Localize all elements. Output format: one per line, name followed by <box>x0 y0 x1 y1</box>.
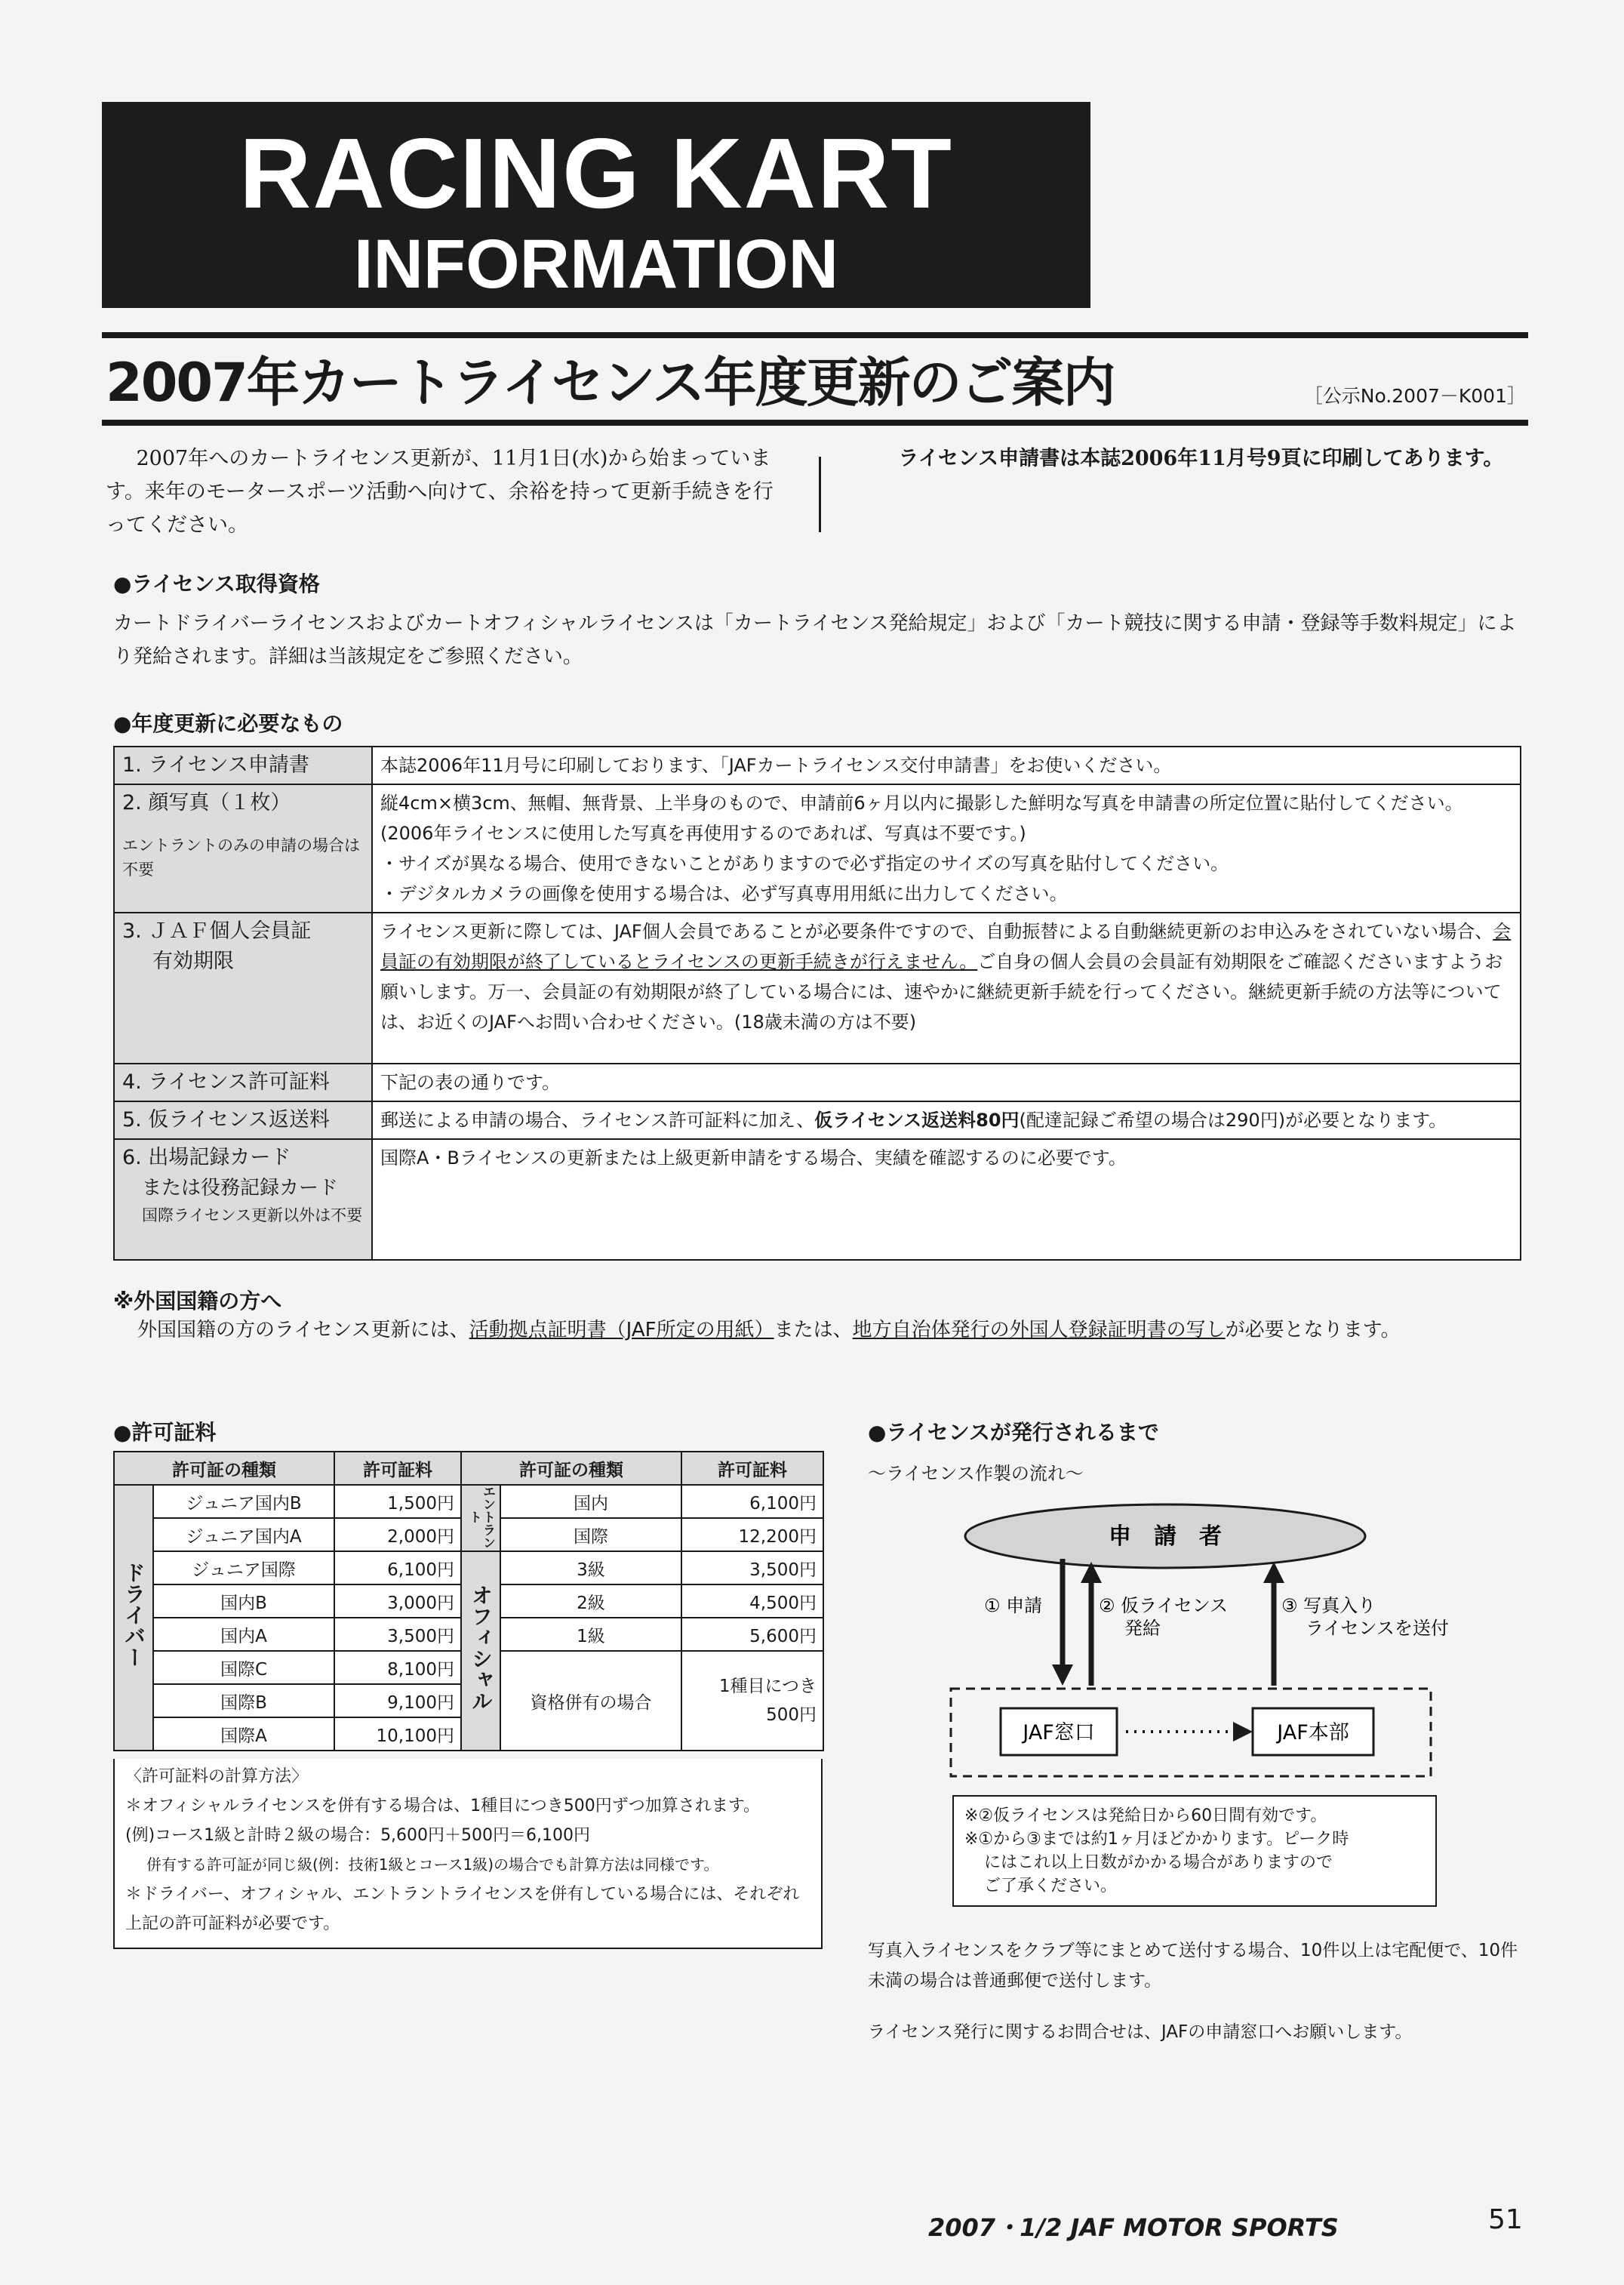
fee-value: 8,100円 <box>334 1651 461 1684</box>
flow-footnote: ※②仮ライセンスは発給日から60日間有効です。 ※①から③までは約1ヶ月ほどかかります。ピーク時 にはこれ以上日数がかかる場合がありますので ご了承ください。 <box>952 1795 1437 1907</box>
table-row <box>114 1452 823 1485</box>
applicant-label: 申 請 者 <box>1109 1523 1222 1550</box>
fee-type: ジュニア国内B <box>153 1485 334 1518</box>
fee-type: ジュニア国際 <box>153 1551 334 1584</box>
foreign-heading: ※外国国籍の方へ <box>113 1289 282 1313</box>
title-top-rule <box>102 332 1528 338</box>
fee-type: 国際B <box>153 1684 334 1717</box>
fee-type: 国内B <box>153 1584 334 1618</box>
fee-value: 6,100円 <box>334 1551 461 1584</box>
fee-calculation-note: 〈許可証料の計算方法〉 ＊オフィシャルライセンスを併有する場合は、1種目につき500円ずつ加算されます。 (例)コース1級と計時２級の場合：5,600円＋500円＝6,100円 併有する許可証が同じ級(例：技術1級とコース1級)の場合でも計算方法は同様です。 ＊ドライバー、オフィシャル、エントラントライセンスを併有している場合には、それぞれ上記の許可証料が必要です。 <box>113 1759 823 1949</box>
fee-value: 1,500円 <box>334 1485 461 1518</box>
col-header-type: 許可証の種類 <box>461 1452 681 1485</box>
banner-subtitle: INFORMATION <box>353 226 839 303</box>
table-row <box>114 1551 823 1584</box>
notice-number: ［公示No.2007－K001］ <box>1303 385 1526 407</box>
row-header: 5. 仮ライセンス返送料 <box>114 1101 372 1139</box>
fee-type: 国際A <box>153 1717 334 1751</box>
fee-type: 1級 <box>500 1618 681 1651</box>
required-heading: ●年度更新に必要なもの <box>113 711 343 736</box>
footer-magazine: 2007・1/2 JAF MOTOR SPORTS <box>928 2213 1339 2242</box>
fee-type: 3級 <box>500 1551 681 1584</box>
fee-type: 国際C <box>153 1651 334 1684</box>
fee-value: 6,100円 <box>681 1485 823 1518</box>
table-row <box>114 1101 1521 1139</box>
step3-label: ③ 写真入り <box>1281 1595 1376 1616</box>
fee-table <box>113 1451 824 1751</box>
fee-value: 10,100円 <box>334 1717 461 1751</box>
fee-value: 3,000円 <box>334 1584 461 1618</box>
fee-value: 12,200円 <box>681 1518 823 1551</box>
flow-contact-text: ライセンス発行に関するお問合せは、JAFの申請窓口へお願いします。 <box>868 2022 1413 2042</box>
fee-type: 国際 <box>500 1518 681 1551</box>
flow-diagram <box>860 1498 1464 1800</box>
arrow-send-head <box>1263 1562 1284 1583</box>
step3-label-2: ライセンスを送付 <box>1306 1618 1449 1639</box>
fee-type: 資格併有の場合 <box>500 1651 681 1751</box>
step2-label: ② 仮ライセンス <box>1099 1595 1228 1616</box>
header-banner <box>102 102 1090 308</box>
fee-value: 1種目につき500円 <box>681 1651 823 1751</box>
intro-right: ライセンス申請書は本誌2006年11月号9頁に印刷してあります。 <box>898 447 1504 470</box>
row-body: 本誌2006年11月号に印刷しております、「JAFカートライセンス交付申請書」をお使いください。 <box>372 747 1521 784</box>
arrow-apply-head <box>1052 1664 1073 1686</box>
table-row <box>114 913 1521 1064</box>
page-title: 2007年カートライセンス年度更新のご案内 <box>106 352 1115 414</box>
fee-type: 国内A <box>153 1618 334 1651</box>
banner-title: RACING KART <box>239 118 953 229</box>
qualification-heading: ●ライセンス取得資格 <box>113 571 320 596</box>
table-row <box>114 784 1521 913</box>
row-header: 1. ライセンス申請書 <box>114 747 372 784</box>
jaf-window-label: JAF窓口 <box>1023 1721 1095 1745</box>
foreign-body: 外国国籍の方のライセンス更新には、活動拠点証明書（JAF所定の用紙）または、地方自治体発行の外国人登録証明書の写しが必要となります。 <box>137 1319 1401 1341</box>
row-header: 4. ライセンス許可証料 <box>114 1064 372 1101</box>
jaf-hq-label: JAF本部 <box>1277 1721 1349 1745</box>
table-row <box>114 747 1521 784</box>
fee-heading: ●許可証料 <box>113 1420 217 1445</box>
fee-value: 4,500円 <box>681 1584 823 1618</box>
flow-subheading: ～ライセンス作製の流れ～ <box>868 1463 1084 1484</box>
intro-left: 2007年へのカートライセンス更新が、11月1日(水)から始まっています。来年のモータースポーツ活動へ向けて、余裕を持って更新手続きを行ってください。 <box>106 447 774 537</box>
table-row <box>114 1139 1521 1260</box>
fee-value: 2,000円 <box>334 1518 461 1551</box>
page-number: 51 <box>1488 2204 1523 2235</box>
step2-label-2: 発給 <box>1124 1618 1161 1639</box>
fee-value: 3,500円 <box>334 1618 461 1651</box>
fee-value: 3,500円 <box>681 1551 823 1584</box>
row-body: 国際A・Bライセンスの更新または上級更新申請をする場合、実績を確認するのに必要です。 <box>372 1139 1521 1260</box>
table-row <box>114 1485 823 1518</box>
step1-label: ① 申請 <box>984 1595 1043 1616</box>
row-header: 2. 顔写真（１枚） エントラントのみの申請の場合は不要 <box>114 784 372 913</box>
fee-type: 2級 <box>500 1584 681 1618</box>
flow-heading: ●ライセンスが発行されるまで <box>868 1420 1159 1445</box>
arrow-forward-head <box>1233 1722 1253 1741</box>
row-body: 下記の表の通りです。 <box>372 1064 1521 1101</box>
col-header-fee: 許可証料 <box>334 1452 461 1485</box>
col-header-fee: 許可証料 <box>681 1452 823 1485</box>
intro-divider <box>819 457 821 532</box>
fee-value: 5,600円 <box>681 1618 823 1651</box>
required-items-table <box>113 746 1521 1261</box>
group-driver: ドライバー <box>114 1485 153 1751</box>
table-row <box>114 1064 1521 1101</box>
col-header-type: 許可証の種類 <box>114 1452 334 1485</box>
group-entrant: エントラント <box>461 1485 500 1551</box>
title-bottom-rule <box>102 420 1528 426</box>
row-body: 縦4cm×横3cm、無帽、無背景、上半身のもので、申請前6ヶ月以内に撮影した鮮明な写真を申請書の所定位置に貼付してください。(2006年ライセンスに使用した写真を再使用するのであれば、写真は不要です。) ・サイズが異なる場合、使用できないことがありますので必ず指定のサイズの写真を貼付してください。 ・デジタルカメラの画像を使用する場合は、必ず写真専用用紙に出力してください。 <box>372 784 1521 913</box>
row-header: 3. ＪＡＦ個人会員証 有効期限 <box>114 913 372 1064</box>
row-body: ライセンス更新に際しては、JAF個人会員であることが必要条件ですので、自動振替による自動継続更新のお申込みをされていない場合、会員証の有効期限が終了しているとライセンスの更新手続きが行えません。ご自身の個人会員の会員証有効期限をご確認くださいますようお願いします。万一、会員証の有効期限が終了している場合には、速やかに継続更新手続を行ってください。継続更新手続の方法等については、お近くのJAFへお問い合わせください。(18歳未満の方は不要) <box>372 913 1521 1064</box>
fee-type: 国内 <box>500 1485 681 1518</box>
flow-after-text: 写真入ライセンスをクラブ等にまとめて送付する場合、10件以上は宅配便で、10件未満の場合は普通郵便で送付します。 <box>868 1941 1518 1991</box>
group-official: オフィシャル <box>461 1551 500 1751</box>
fee-type: ジュニア国内A <box>153 1518 334 1551</box>
row-header: 6. 出場記録カード または役務記録カード 国際ライセンス更新以外は不要 <box>114 1139 372 1260</box>
fee-value: 9,100円 <box>334 1684 461 1717</box>
qualification-body: カートドライバーライセンスおよびカートオフィシャルライセンスは「カートライセンス発給規定」および「カート競技に関する申請・登録等手数料規定」により発給されます。詳細は当該規定をご参照ください。 <box>113 612 1517 668</box>
row-body: 郵送による申請の場合、ライセンス許可証料に加え、仮ライセンス返送料80円(配達記録ご希望の場合は290円)が必要となります。 <box>372 1101 1521 1139</box>
